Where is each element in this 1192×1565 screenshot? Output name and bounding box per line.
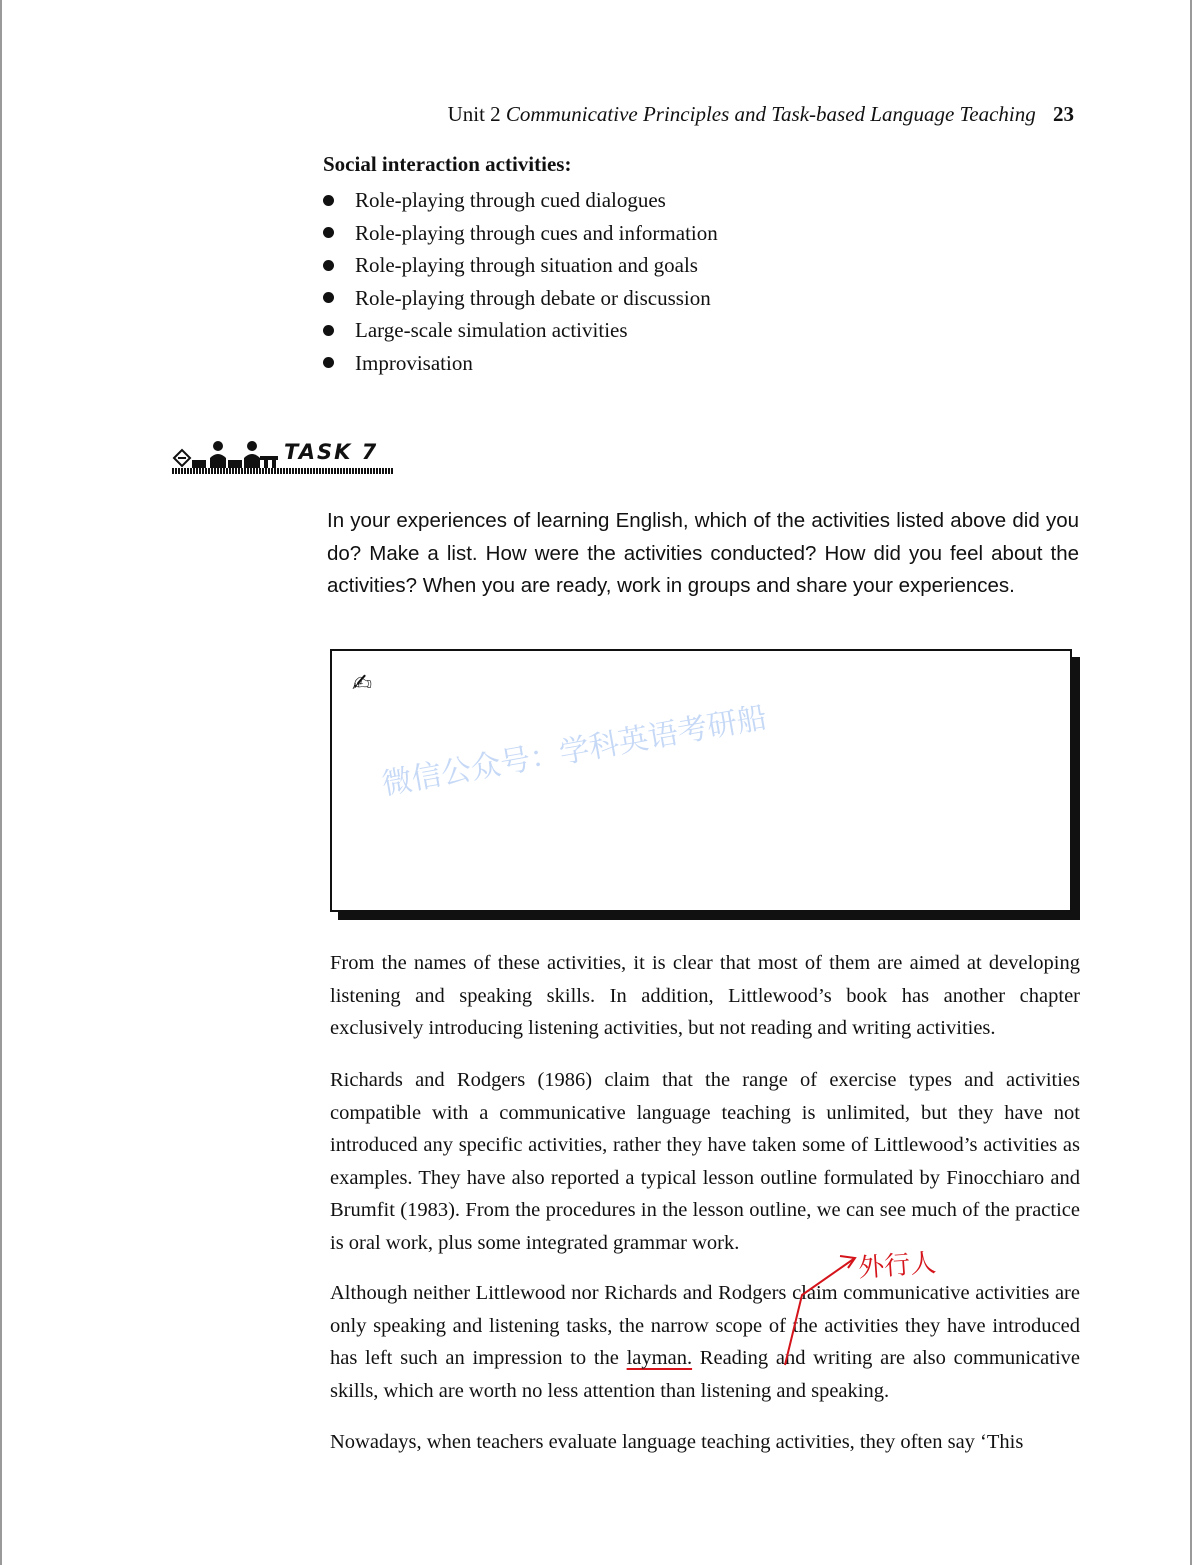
running-head-unit: Unit 2 (447, 102, 501, 126)
handwritten-note: 外行人 (857, 1248, 938, 1284)
body-paragraph-2: Richards and Rodgers (1986) claim that the range of exercise types and activities compatible with a communicative language teaching is unlimited, but they have not introduced any specific activities, rather they have taken some of Littlewood’s activities as examples. They have also reported a typical lesson outline formulated by Finocchiaro and Brumfit (1983). From the procedures in the lesson outline, we can see much of the practice is oral work, plus some integrated grammar work. (330, 1069, 1080, 1254)
bullet-icon (323, 292, 334, 303)
group-people-icon (172, 438, 282, 470)
task-label: TASK 7 (284, 440, 379, 464)
section-heading: Social interaction activities: (323, 152, 572, 176)
task-prompt: In your experiences of learning English, which of the activities listed above did you do? Make a list. How were the activities conducted? How did you feel about the activities? When you are ready, work in groups and share your experiences. (327, 509, 1079, 597)
writing-hand-icon: ✍ (352, 669, 373, 697)
underlined-word-layman: layman. (626, 1347, 693, 1369)
activity-list (323, 184, 718, 379)
page-left-edge (0, 0, 2, 1565)
bullet-icon (323, 260, 334, 271)
watermark: 微信公众号：学科英语考研船 (379, 700, 770, 803)
task-underline (172, 468, 394, 474)
list-item: Role-playing through debate or discussion (323, 282, 718, 315)
list-item: Role-playing through situation and goals (323, 249, 718, 282)
bullet-icon (323, 227, 334, 238)
annotation-arrow-icon (780, 1250, 860, 1370)
body-paragraph-1: From the names of these activities, it is clear that most of them are aimed at developing listening and speaking skills. In addition, Littlewood’s book has another chapter exclusively introducing listening activities, but not reading and writing activities. (330, 952, 1080, 1039)
page-number: 23 (1053, 102, 1074, 126)
bullet-icon (323, 195, 334, 206)
task-banner (172, 438, 394, 478)
list-item: Role-playing through cued dialogues (323, 184, 718, 217)
list-item: Improvisation (323, 347, 718, 380)
running-head (448, 102, 1074, 127)
body-paragraph-4: Nowadays, when teachers evaluate language teaching activities, they often say ‘This (330, 1431, 1024, 1453)
list-item: Large-scale simulation activities (323, 314, 718, 347)
running-head-title: Communicative Principles and Task-based Language Teaching (505, 102, 1036, 126)
bullet-icon (323, 325, 334, 336)
list-item: Role-playing through cues and information (323, 217, 718, 250)
body-paragraph-3: Although neither Littlewood nor Richards and Rodgers claim communicative activities are only speaking and listening tasks, the narrow scope of the activities they have introduced has left such an impression to the layman. Reading and writing are also communicative skills, which are worth no less attention than listening and speaking. (330, 1282, 1080, 1402)
bullet-icon (323, 357, 334, 368)
